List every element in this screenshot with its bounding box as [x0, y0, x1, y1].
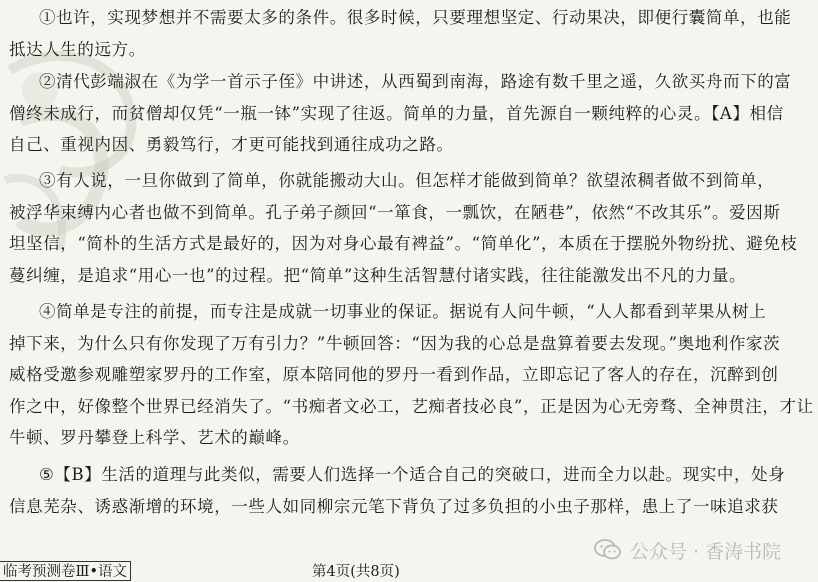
- paragraph-line: ⑤【B】生活的道理与此类似，需要人们选择一个适合自己的突破口，进而全力以赴。现实中，处身: [39, 465, 786, 484]
- paragraph-1: [0, 2, 818, 65]
- paragraph-line: 威格受邀参观雕塑家罗丹的工作室，原本陪同他的罗丹一看到作品，立即忘记了客人的存在，沉醉到创: [9, 365, 779, 384]
- paragraph-5: [0, 459, 818, 522]
- paragraph-4: [0, 296, 818, 454]
- paragraph-line: 抵达人生的远方。: [9, 39, 146, 59]
- paragraph-line: ④简单是专注的前提，而专注是成就一切事业的保证。据说有人问牛顿，“人人都看到苹果从树上: [39, 302, 767, 321]
- paragraph-line: 作之中，好像整个世界已经消失了。“书痴者文必工，艺痴者技必良”，正是因为心无旁骛、全神贯注，才让: [9, 396, 814, 416]
- paragraph-line: ①也许，实现梦想并不需要太多的条件。很多时候，只要理想坚定、行动果决，即便行囊简单，也能: [39, 8, 792, 27]
- paragraph-line: 僧终未成行，而贫僧却仅凭“一瓶一钵”实现了往返。简单的力量，首先源自一颗纯粹的心灵。【A】相信: [9, 103, 784, 123]
- paragraph-3: [0, 165, 818, 291]
- exam-label: 临考预测卷Ⅲ•语文: [0, 561, 131, 581]
- paragraph-line: ②清代彭端淑在《为学一首示子侄》中讲述，从西蜀到南海，路途有数千里之遥，久欲买舟而下的富: [39, 72, 792, 91]
- paragraph-line: 自己、重视内因、勇毅笃行，才更可能找到通往成功之路。: [9, 135, 454, 154]
- paragraph-line: 牛顿、罗丹攀登上科学、艺术的巅峰。: [9, 428, 300, 447]
- paragraph-line: 坦坚信，“简朴的生活方式是最好的，因为对身心最有裨益”。“简单化”，本质在于摆脱外物纷扰、避免枝: [9, 234, 798, 253]
- paragraph-line: 蔓纠缠，是追求“用心一也”的过程。把“简单”这种生活智慧付诸实践，往往能激发出不凡的力量。: [9, 265, 747, 285]
- paragraph-line: 被浮华束缚内心者也做不到简单。孔子弟子颜回“一箪食，一瓢饮，在陋巷”，依然“不改其乐”。爱因斯: [9, 202, 781, 222]
- paragraph-2: [0, 66, 818, 161]
- paragraph-line: ③有人说，一旦你做到了简单，你就能搬动大山。但怎样才能做到简单？欲望浓稠者做不到简单，: [39, 171, 775, 190]
- page-number: 第4页(共8页): [312, 564, 400, 580]
- watermark-text: 公众号 · 香涛书院: [630, 540, 782, 563]
- paragraph-line: 掉下来，为什么只有你发现了万有引力？”牛顿回答：“因为我的心总是盘算着要去发现。”奥地利作家茨: [9, 333, 781, 353]
- paragraph-line: 信息芜杂、诱惑渐增的环境，一些人如同柳宗元笔下背负了过多负担的小虫子那样，患上了一味追求获: [9, 496, 779, 516]
- page-footer: [0, 556, 818, 582]
